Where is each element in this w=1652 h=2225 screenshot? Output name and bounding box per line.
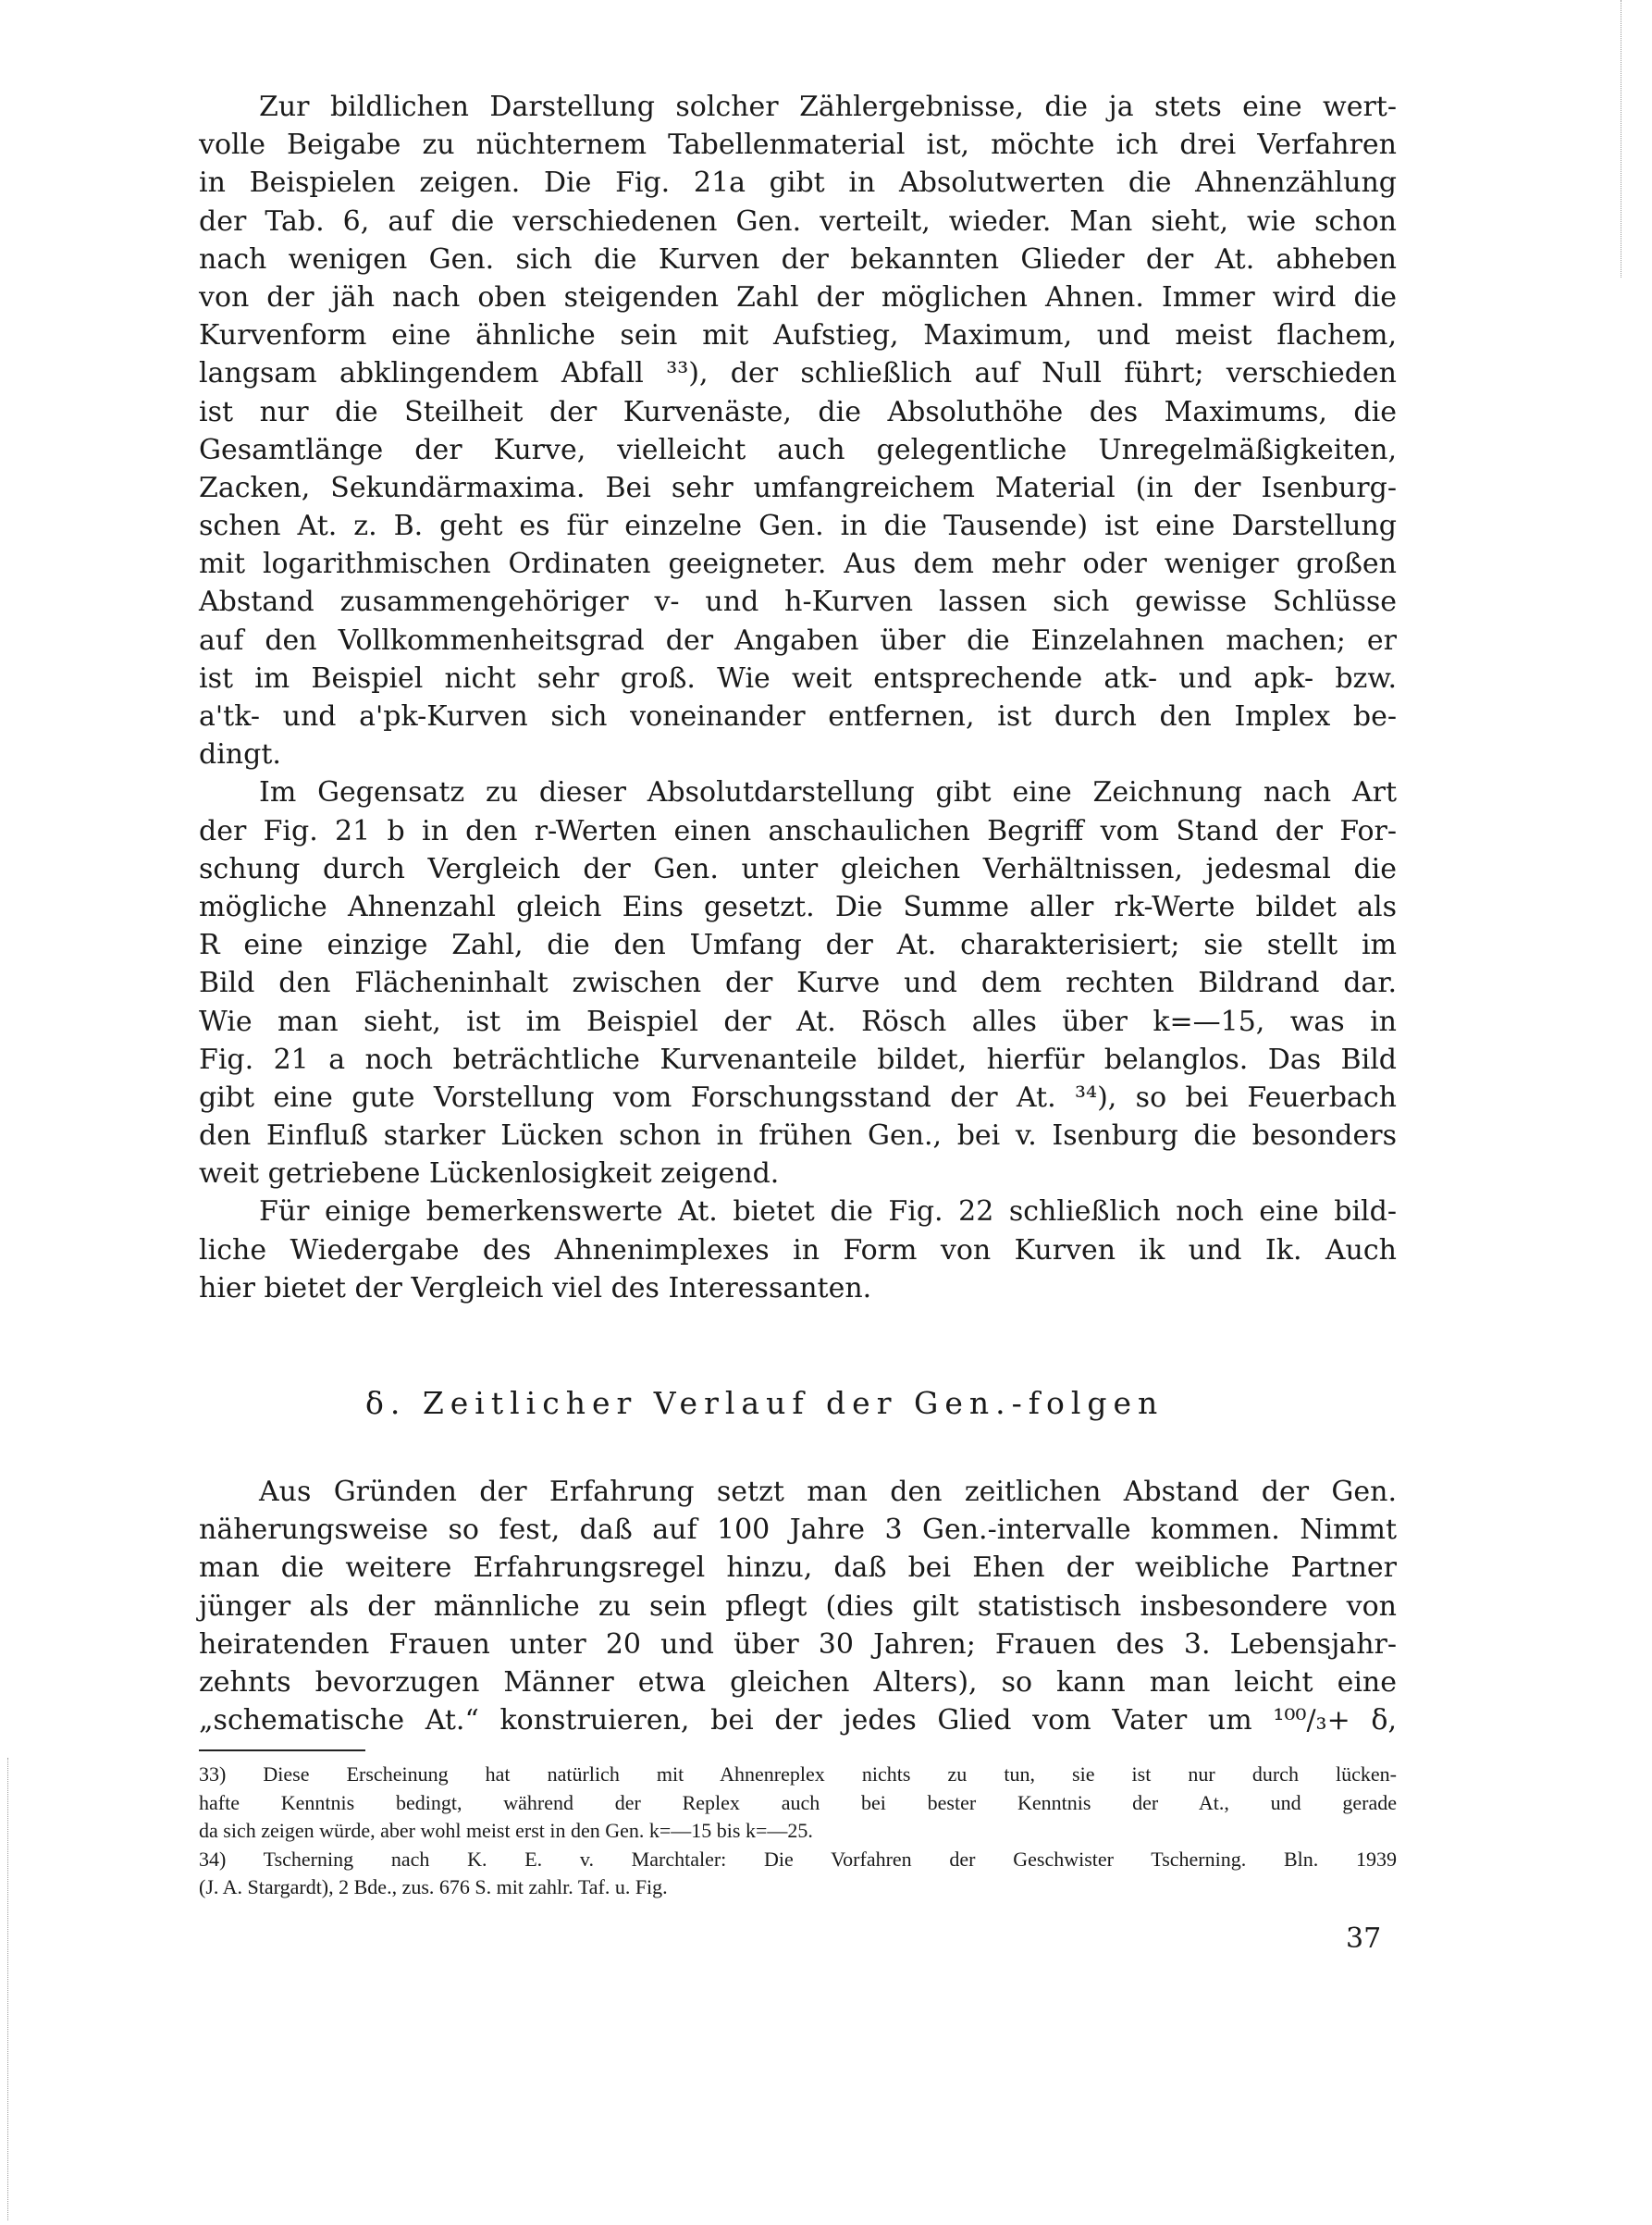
text-line: volle Beigabe zu nüchternem Tabellenmaterial ist, möchte ich drei Verfahren [199, 129, 1397, 162]
text-line: Kurvenform eine ähnliche sein mit Aufstieg, Maximum, und meist flachem, [199, 319, 1397, 352]
text-line: in Beispielen zeigen. Die Fig. 21a gibt in Absolutwerten die Ahnenzählung [199, 167, 1397, 200]
text-line: dingt. [199, 738, 281, 772]
footnote-rule [199, 1749, 365, 1751]
text-line: mit logarithmischen Ordinaten geeigneter. Aus dem mehr oder weniger großen [199, 548, 1397, 581]
text-line: Wie man sieht, ist im Beispiel der At. Rösch alles über k=—15, was in [199, 1005, 1397, 1038]
text-line: gibt eine gute Vorstellung vom Forschungsstand der At. ³⁴), so bei Feuerbach [199, 1081, 1397, 1114]
text-line: „schematische At.“ konstruieren, bei der jedes Glied vom Vater um ¹⁰⁰/₃+ δ, [199, 1704, 1397, 1737]
section-body-1 [199, 88, 1397, 1307]
text-line: 34) Tscherning nach K. E. v. Marchtaler: Die Vorfahren der Geschwister Tscherning. Bln. 1939 [199, 1847, 1397, 1871]
text-line: Aus Gründen der Erfahrung setzt man den zeitlichen Abstand der Gen. [259, 1476, 1397, 1508]
text-line: hafte Kenntnis bedingt, während der Replex auch bei bester Kenntnis der At., und gerade [199, 1790, 1397, 1814]
text-line: Abstand zusammengehöriger v- und h-Kurven lassen sich gewisse Schlüsse [199, 586, 1397, 619]
text-line: da sich zeigen würde, aber wohl meist erst in den Gen. k=—15 bis k=—25. [199, 1819, 813, 1842]
footnotes [199, 1761, 1397, 1902]
text-line: jünger als der männliche zu sein pflegt (dies gilt statistisch insbesondere von [199, 1589, 1397, 1623]
text-line: langsam abklingendem Abfall ³³), der schließlich auf Null führt; verschieden [199, 357, 1397, 390]
text-line: der Fig. 21 b in den r-Werten einen anschaulichen Begriff vom Stand der For- [199, 814, 1397, 847]
text-line: man die weitere Erfahrungsregel hinzu, daß bei Ehen der weibliche Partner [199, 1551, 1397, 1585]
text-line: a'tk- und a'pk-Kurven sich voneinander entfernen, ist durch den Implex be- [199, 700, 1397, 733]
text-line: hier bietet der Vergleich viel des Interessanten. [199, 1271, 872, 1304]
text-line: der Tab. 6, auf die verschiedenen Gen. verteilt, wieder. Man sieht, wie schon [199, 204, 1397, 238]
scan-edge-mark [7, 1758, 9, 2220]
text-line: Im Gegensatz zu dieser Absolutdarstellung gibt eine Zeichnung nach Art [259, 776, 1397, 810]
section-heading: δ. Zeitlicher Verlauf der Gen.-folgen [365, 1385, 1165, 1421]
text-line: 33) Diese Erscheinung hat natürlich mit Ahnenreplex nichts zu tun, sie ist nur durch lücken- [199, 1762, 1397, 1786]
text-line: nach wenigen Gen. sich die Kurven der bekannten Glieder der At. abheben [199, 242, 1397, 276]
text-line: schen At. z. B. geht es für einzelne Gen. in die Tausende) ist eine Darstellung [199, 510, 1397, 543]
text-line: weit getriebene Lückenlosigkeit zeigend. [199, 1157, 780, 1191]
text-line: von der jäh nach oben steigenden Zahl der möglichen Ahnen. Immer wird die [199, 280, 1397, 314]
page-number: 37 [1346, 1922, 1382, 1955]
text-line: Zacken, Sekundärmaxima. Bei sehr umfangreichem Material (in der Isenburg- [199, 471, 1397, 504]
text-line: schung durch Vergleich der Gen. unter gleichen Verhältnissen, jedesmal die [199, 852, 1397, 885]
text-line: R eine einzige Zahl, die den Umfang der At. charakterisiert; sie stellt im [199, 929, 1397, 962]
text-line: auf den Vollkommenheitsgrad der Angaben über die Einzelahnen machen; er [199, 624, 1397, 657]
text-line: liche Wiedergabe des Ahnenimplexes in Form von Kurven ik und Ik. Auch [199, 1233, 1397, 1267]
text-line: näherungsweise so fest, daß auf 100 Jahre 3 Gen.-intervalle kommen. Nimmt [199, 1514, 1397, 1547]
text-line: Fig. 21 a noch beträchtliche Kurvenanteile bildet, hierfür belanglos. Das Bild [199, 1043, 1397, 1076]
text-line: Gesamtlänge der Kurve, vielleicht auch gelegentliche Unregelmäßigkeiten, [199, 433, 1397, 466]
text-line: ist im Beispiel nicht sehr groß. Wie weit entsprechende atk- und apk- bzw. [199, 661, 1397, 695]
text-line: heiratenden Frauen unter 20 und über 30 Jahren; Frauen des 3. Lebensjahr- [199, 1627, 1397, 1661]
text-line: Zur bildlichen Darstellung solcher Zählergebnisse, die ja stets eine wert- [259, 91, 1397, 123]
section-body-2 [199, 1473, 1397, 1739]
text-line: ist nur die Steilheit der Kurvenäste, die Absoluthöhe des Maximums, die [199, 395, 1397, 428]
text-line: Für einige bemerkenswerte At. bietet die Fig. 22 schließlich noch eine bild- [259, 1195, 1397, 1229]
text-line: Bild den Flächeninhalt zwischen der Kurve und dem rechten Bildrand dar. [199, 967, 1397, 1000]
text-line: (J. A. Stargardt), 2 Bde., zus. 676 S. mit zahlr. Taf. u. Fig. [199, 1875, 668, 1898]
text-line: mögliche Ahnenzahl gleich Eins gesetzt. Die Summe aller rk-Werte bildet als [199, 890, 1397, 923]
text-line: zehnts bevorzugen Männer etwa gleichen Alters), so kann man leicht eine [199, 1665, 1397, 1699]
scan-edge-mark [1621, 0, 1622, 278]
text-line: den Einfluß starker Lücken schon in frühen Gen., bei v. Isenburg die besonders [199, 1119, 1397, 1153]
